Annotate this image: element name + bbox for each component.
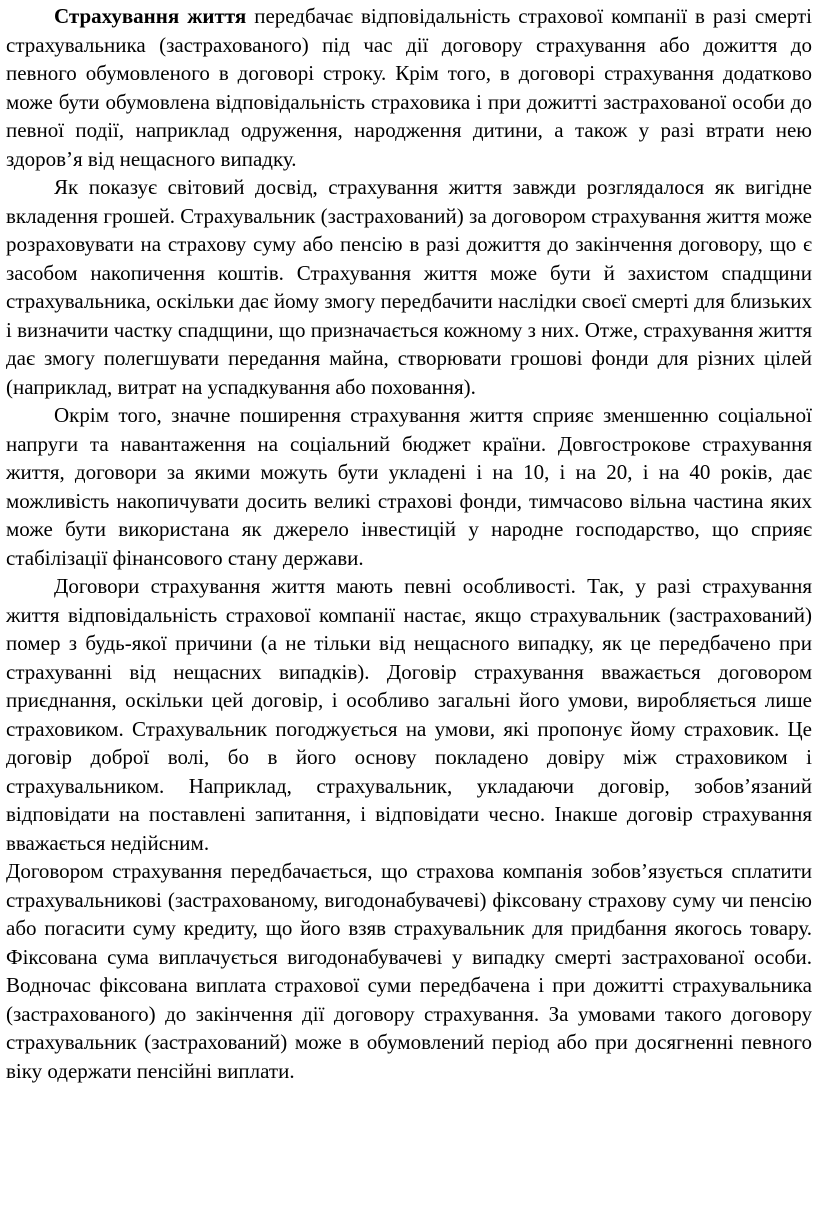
paragraph-3: Окрім того, значне поширення страхування життя сприяє зменшенню соціальної напруги та навантаження на соціальний бюджет країни. Довгострокове страхування життя, договори за якими можуть бути укладені і на 10, і на 20, і на 40 років, дає можливість накопичувати досить великі страхові фонди, тимчасово вільна частина яких може бути використана як джерело інвестицій у народне господарство, що сприяє стабілізації фінансового стану держави. bbox=[6, 403, 812, 570]
term-life-insurance: Страхування життя bbox=[54, 4, 247, 28]
paragraph-2: Як показує світовий досвід, страхування життя завжди розглядалося як вигідне вкладення грошей. Страхувальник (застрахований) за договором страхування життя може розраховувати на страхову суму або пенсію в разі дожиття до закінчення договору, що є засобом накопичення коштів. Страхування життя може бути й захистом спадщини страхувальника, оскільки дає йому змогу передбачити наслідки своєї смерті для близьких і визначити частку спадщини, що призначається кожному з них. Отже, страхування життя дає змогу полегшувати передання майна, створювати грошові фонди для різних цілей (наприклад, витрат на успадкування або поховання). bbox=[6, 175, 812, 399]
paragraph-1 bbox=[6, 2, 812, 173]
paragraph-4: Договори страхування життя мають певні особливості. Так, у разі страхування життя відповідальність страхової компанії настає, якщо страхувальник (застрахований) помер з будь-якої причини (а не тільки від нещасного випадку, як це передбачено при страхуванні від нещасних випадків). Договір страхування вважається договором приєднання, оскільки цей договір, і особливо загальні його умови, виробляється лише страховиком. Страхувальник погоджується на умови, які пропонує йому страховик. Це договір доброї волі, бо в його основу покладено довіру між страховиком і страхувальником. Наприклад, страхувальник, укладаючи договір, зобов’язаний відповідати на поставлені запитання, і відповідати чесно. Інакше договір страхування вважається недійсним. bbox=[6, 574, 812, 855]
paragraph-1-text: передбачає відповідальність страхової компанії в разі смерті страхувальника (застрахованого) під час дії договору страхування або дожиття до певного обумовленого в договорі строку. Крім того, в договорі страхування додатково може бути обумовлена відповідальність страховика і при дожитті застрахованої особи до певної події, наприклад одруження, народження дитини, а також у разі втрати нею здоров’я від нещасного випадку. bbox=[6, 4, 812, 171]
paragraph-5: Договором страхування передбачається, що страхова компанія зобов’язується сплатити страхувальникові (застрахованому, вигодонабувачеві) фіксовану страхову суму чи пенсію або погасити суму кредиту, що його взяв страхувальник для придбання якогось товару. Фіксована сума виплачується вигодонабувачеві у випадку смерті застрахованої особи. Водночас фіксована виплата страхової суми передбачена і при дожитті страхувальника (застрахованого) до закінчення дії договору страхування. За умовами такого договору страхувальник (застрахований) може в обумовлений період або при досягненні певного віку одержати пенсійні виплати. bbox=[6, 859, 812, 1083]
